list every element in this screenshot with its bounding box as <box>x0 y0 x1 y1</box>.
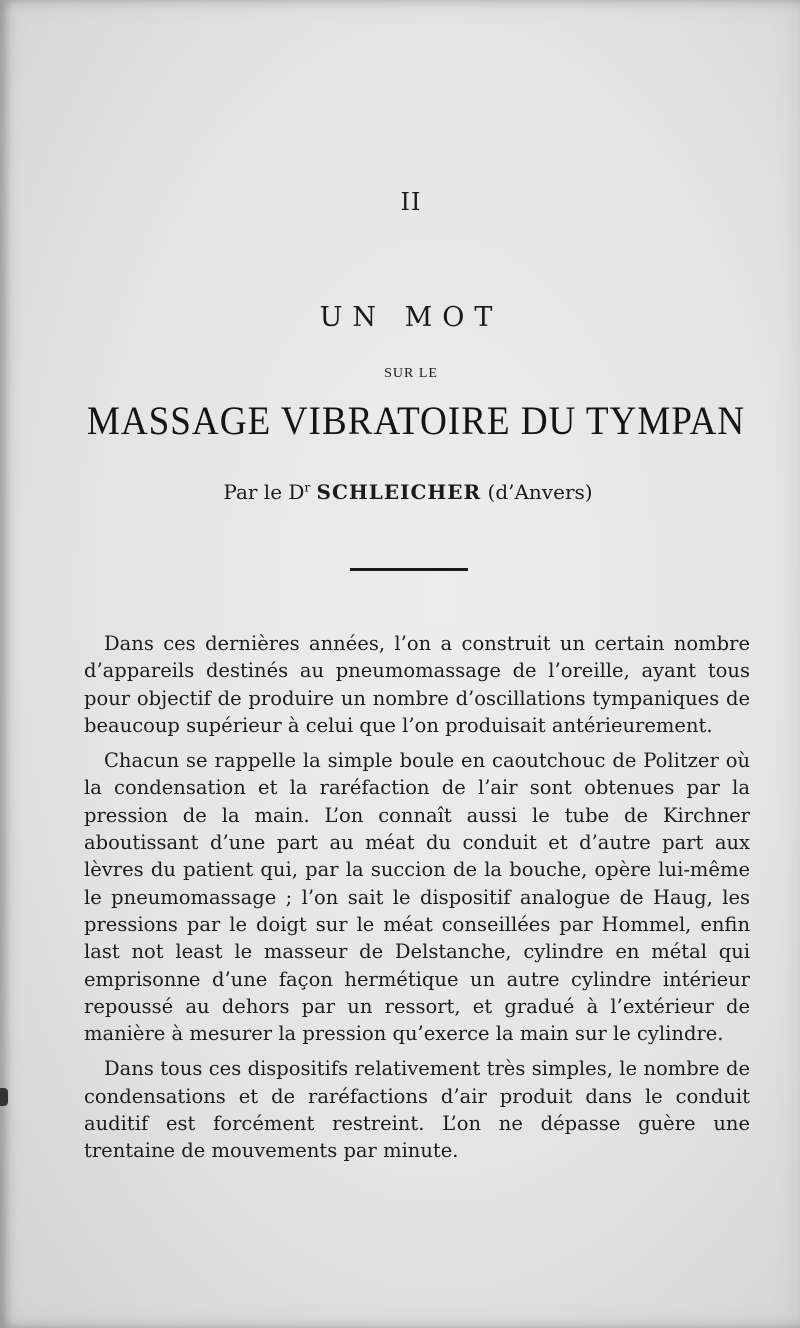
byline-degree: r <box>304 480 311 495</box>
author-name: SCHLEICHER <box>316 480 482 504</box>
paragraph-2: Chacun se rappelle la simple boule en caoutchouc de Politzer où la condensation et la raréfaction de l’air sont obtenues par la pression de la main. L’on connaît aussi le tube de Kirchner aboutissant d’une part au méat du conduit et d’autre part aux lèvres du patient qui, par la succion de la bouche, opère lui-même le pneumomassage ; l’on sait le dispositif analogue de Haug, les pressions par le doigt sur le méat conseillées par Hommel, enfin last not least le masseur de Delstanche, cylindre en métal qui emprisonne d’une façon hermétique un autre cylindre intérieur repoussé au dehors par un ressort, et gradué à l’extérieur de manière à mesurer la pression qu’exerce la main sur le cylindre. <box>84 749 750 1046</box>
page-number: II <box>400 188 422 216</box>
author-location: (d’Anvers) <box>487 480 593 504</box>
title-line-1: UN MOT <box>319 302 503 333</box>
paragraph-3: Dans tous ces dispositifs relativement très simples, le nombre de condensations et de raréfactions d’air produit dans le conduit auditif est forcément restreint. L’on ne dépasse guère une trentaine de mouvements par minute. <box>84 1057 750 1163</box>
article-title: MASSAGE VIBRATOIRE DU TYMPAN <box>86 398 746 443</box>
body-text <box>84 630 750 1165</box>
title-line-2: SUR LE <box>384 366 438 381</box>
section-divider <box>350 568 468 571</box>
binding-edge-mark <box>0 1088 8 1106</box>
paragraph-1: Dans ces dernières années, l’on a construit un certain nombre d’appareils destinés au pneumomassage de l’oreille, ayant tous pour objectif de produire un nombre d’oscillations tympaniques de beaucoup supérieur à celui que l’on produisait antérieurement. <box>84 632 750 737</box>
byline-prefix: Par le D <box>223 480 305 504</box>
byline <box>0 480 800 504</box>
